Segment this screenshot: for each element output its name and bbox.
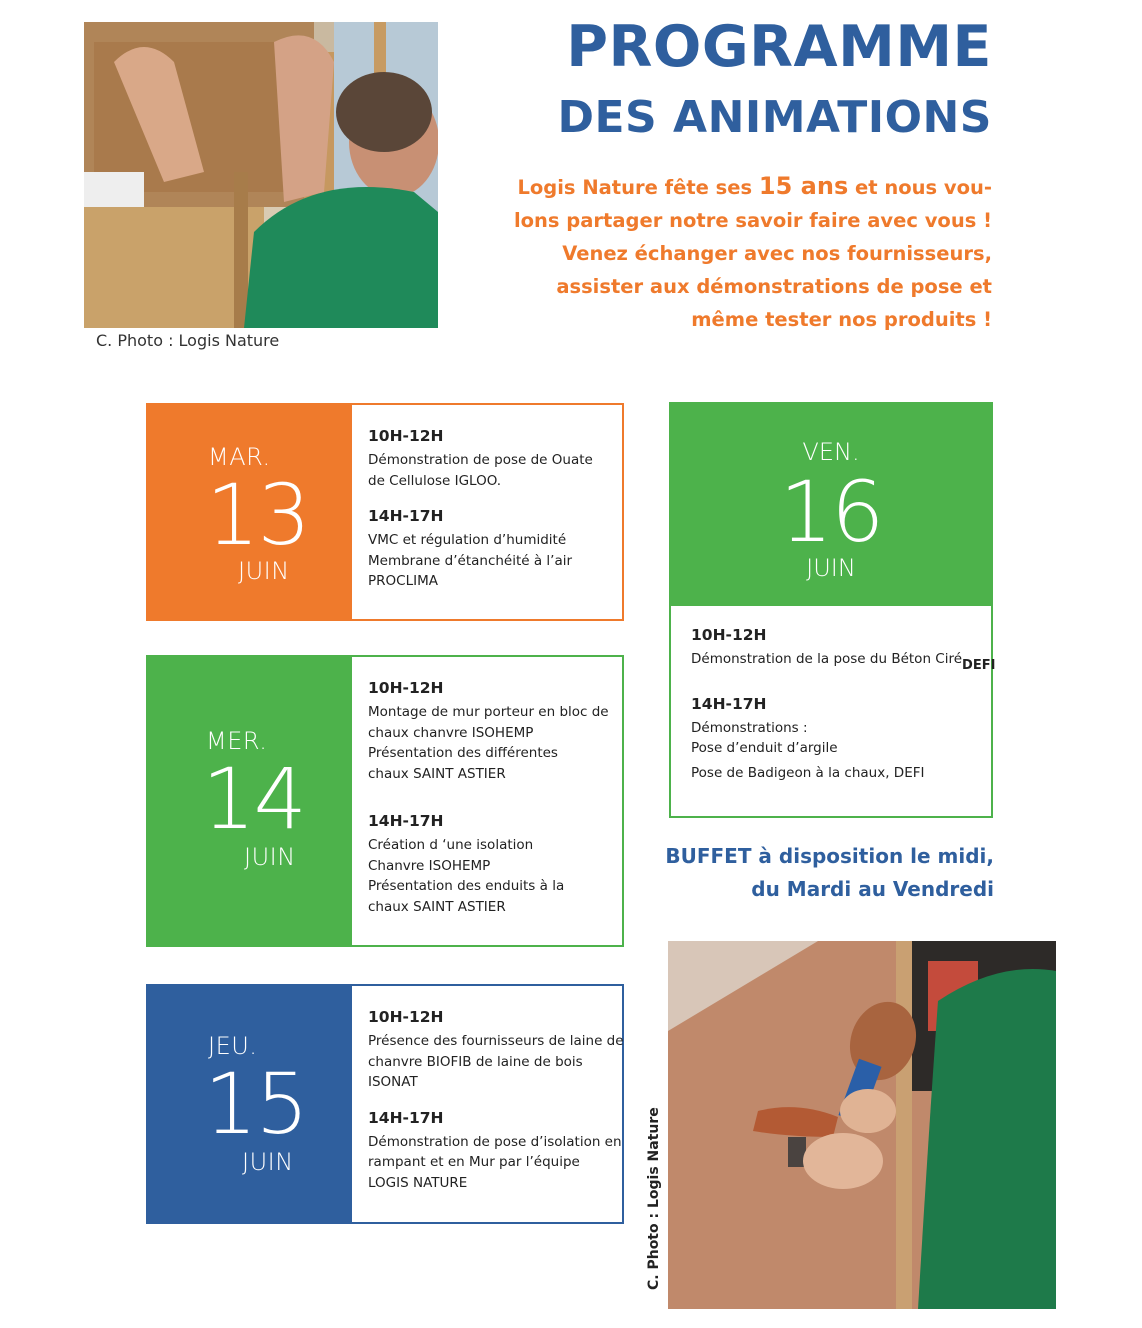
day-name: JEU.	[208, 1032, 258, 1060]
slot-line: de Cellulose IGLOO.	[368, 472, 502, 489]
day-number: 14	[202, 750, 305, 848]
time-slot	[368, 812, 609, 917]
day-tag	[148, 986, 352, 1222]
time-slot	[368, 1008, 624, 1093]
intro-line: Venez échanger avec nos fournisseurs,	[562, 242, 992, 265]
slot-line: Démonstration de pose d’isolation en	[368, 1133, 622, 1150]
page-subtitle: DES ANIMATIONS	[557, 92, 992, 143]
day-month: JUIN	[238, 557, 290, 585]
slot-time: 10H-12H	[368, 1008, 444, 1026]
day-schedule	[691, 626, 996, 799]
time-slot	[691, 695, 981, 784]
slot-line: PROCLIMA	[368, 573, 438, 589]
page-title: PROGRAMME	[566, 14, 992, 80]
plaster-application-photo	[668, 941, 1056, 1309]
slot-line	[691, 649, 996, 673]
intro-part-a: Logis Nature fête ses	[517, 176, 759, 199]
slot-time: 14H-17H	[368, 507, 444, 525]
day-month: JUIN	[806, 554, 856, 582]
slot-time: 10H-12H	[368, 427, 444, 445]
day-block-friday	[669, 402, 996, 818]
supplier-defi: DEFI	[962, 658, 996, 673]
day-name: MAR.	[208, 443, 271, 471]
time-slot	[691, 626, 996, 673]
day-tag	[148, 405, 352, 619]
day-schedule	[352, 405, 622, 619]
bottom-photo-caption: C. Photo : Logis Nature	[646, 1107, 662, 1290]
day-block-tuesday	[146, 403, 624, 621]
slot-time: 14H-17H	[368, 1108, 444, 1127]
slot-line: chaux chanvre ISOHEMP	[368, 724, 534, 741]
slot-time: 14H-17H	[691, 694, 767, 713]
day-name: MER.	[206, 727, 268, 755]
slot-line: chaux SAINT ASTIER	[368, 898, 506, 915]
day-tag	[148, 657, 352, 945]
slot-line: Création d ‘une isolation	[368, 837, 534, 853]
intro-years: 15 ans	[758, 172, 849, 200]
buffet-line: BUFFET à disposition le midi,	[665, 844, 994, 868]
insulation-install-photo	[84, 22, 438, 328]
slot-line: ISONAT	[368, 1074, 418, 1090]
slot-time: 14H-17H	[368, 812, 444, 830]
day-number: 16	[779, 463, 883, 561]
slot-line: Présentation des différentes	[368, 745, 558, 761]
day-number: 13	[206, 466, 309, 564]
slot-time: 10H-12H	[691, 626, 767, 644]
time-slot	[368, 427, 606, 491]
time-slot	[368, 1109, 624, 1194]
day-block-thursday	[146, 984, 624, 1224]
day-block-wednesday	[146, 655, 624, 947]
day-schedule	[352, 986, 640, 1222]
slot-line: Pose de Badigeon à la chaux, DEFI	[691, 764, 925, 781]
intro-text	[472, 170, 992, 336]
slot-line: chanvre BIOFIB de laine de bois	[368, 1053, 583, 1070]
slot-line: LOGIS NATURE	[368, 1174, 468, 1191]
day-number: 15	[204, 1055, 307, 1153]
slot-line: Chanvre ISOHEMP	[368, 857, 491, 874]
day-month: JUIN	[244, 843, 296, 871]
slot-line: Présentation des enduits à la	[368, 878, 565, 894]
slot-line: chaux SAINT ASTIER	[368, 765, 506, 782]
intro-part-b: et nous vou-	[848, 176, 992, 199]
intro-line: lons partager notre savoir faire avec vous !	[513, 209, 992, 232]
day-schedule	[352, 657, 625, 945]
top-photo-caption: C. Photo : Logis Nature	[96, 331, 280, 350]
buffet-note	[665, 840, 994, 906]
time-slot	[368, 507, 606, 592]
time-slot	[368, 679, 609, 784]
slot-text: Démonstration de la pose du Béton Ciré	[691, 651, 963, 667]
slot-line: VMC et régulation d’humidité	[368, 532, 567, 548]
day-tag	[671, 404, 991, 606]
intro-line: assister aux démonstrations de pose et	[556, 275, 992, 298]
slot-time: 10H-12H	[368, 679, 444, 697]
slot-line: Démonstrations :	[691, 719, 808, 736]
slot-line: Pose d’enduit d’argile	[691, 740, 838, 756]
slot-line: rampant et en Mur par l’équipe	[368, 1154, 580, 1170]
day-name: VEN.	[802, 438, 860, 466]
slot-line: Membrane d’étanchéité à l’air	[368, 552, 573, 569]
day-month: JUIN	[242, 1148, 294, 1176]
slot-line: Présence des fournisseurs de laine de	[368, 1033, 624, 1049]
slot-line: Démonstration de pose de Ouate	[368, 452, 593, 468]
slot-line: Montage de mur porteur en bloc de	[368, 704, 609, 720]
intro-line: même tester nos produits !	[691, 308, 992, 331]
buffet-line: du Mardi au Vendredi	[751, 877, 994, 901]
